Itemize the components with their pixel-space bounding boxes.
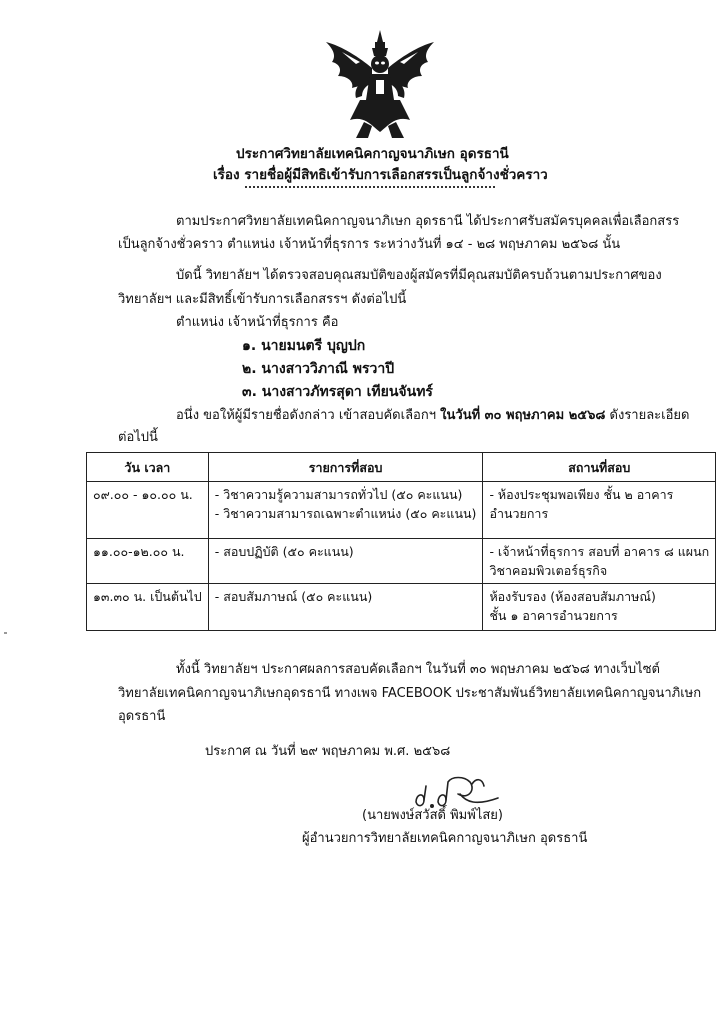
- exam-item: - สอบปฏิบัติ (๕๐ คะแนน): [214, 544, 354, 559]
- table-header-row: [87, 453, 716, 482]
- intro-line-2: เป็นลูกจ้างชั่วคราว ตำแหน่ง เจ้าหน้าที่ธุรการ ระหว่างวันที่ ๑๔ - ๒๘ พฤษภาคม ๒๕๖๘ นั้น: [118, 237, 621, 252]
- header-divider: [245, 186, 495, 188]
- time-text: ๐๙.๐๐ - ๑๐.๐๐ น.: [93, 487, 193, 502]
- body-line-2: วิทยาลัยฯ และมีสิทธิ์เข้ารับการเลือกสรรฯ ดังต่อไปนี้: [118, 292, 407, 307]
- header-exam-location: สถานที่สอบ: [483, 453, 716, 482]
- table-row: [87, 482, 716, 539]
- table-row: [87, 584, 716, 631]
- announce-date: ประกาศ ณ วันที่ ๒๙ พฤษภาคม พ.ศ. ๒๕๖๘: [205, 744, 451, 759]
- signatory-title: ผู้อำนวยการวิทยาลัยเทคนิคกาญจนาภิเษก อุดรธานี: [302, 831, 588, 846]
- scan-speck: [4, 632, 7, 634]
- candidate-2: ๒. นางสาววิภาณี พรวาปี: [242, 361, 395, 377]
- row-time: [87, 539, 209, 584]
- header-exam-items: รายการที่สอบ: [208, 453, 483, 482]
- row-time: [87, 584, 209, 631]
- time-text: ๑๓.๓๐ น. เป็นต้นไป: [93, 589, 202, 604]
- place-text: - เจ้าหน้าที่ธุรการ สอบที่ อาคาร ๘ แผนก: [489, 544, 710, 559]
- header-datetime: วัน เวลา: [87, 453, 209, 482]
- row-items: [208, 482, 483, 539]
- closing-line-1: ทั้งนี้ วิทยาลัยฯ ประกาศผลการสอบคัดเลือกฯ ในวันที่ ๓๐ พฤษภาคม ๒๕๖๘ ทางเว็บไซต์: [176, 662, 660, 677]
- exam-item: - สอบสัมภาษณ์ (๕๐ คะแนน): [214, 589, 373, 604]
- exam-item: - วิชาความสามารถเฉพาะตำแหน่ง (๕๐ คะแนน): [214, 506, 477, 521]
- place-text: - ห้องประชุมพอเพียง ชั้น ๒ อาคาร: [489, 487, 674, 502]
- row-items: [208, 584, 483, 631]
- garuda-emblem-icon: [320, 28, 440, 140]
- place-text: ชั้น ๑ อาคารอำนวยการ: [489, 608, 618, 623]
- candidate-1: ๑. นายมนตรี บุญปก: [242, 338, 366, 354]
- document-title: ประกาศวิทยาลัยเทคนิคกาญจนาภิเษก อุดรธานี: [236, 146, 509, 162]
- exam-schedule-table: [86, 452, 716, 631]
- exam-date: ในวันที่ ๓๐ พฤษภาคม ๒๕๖๘: [440, 408, 606, 423]
- candidate-3: ๓. นางสาวภัทรสุดา เทียนจันทร์: [242, 384, 433, 400]
- exam-item: - วิชาความรู้ความสามารถทั่วไป (๕๐ คะแนน): [214, 487, 463, 502]
- row-place: [483, 539, 716, 584]
- place-text: วิชาคอมพิวเตอร์ธุรกิจ: [489, 563, 608, 578]
- signatory-name: (นายพงษ์สวัสดิ์ พิมพ์ไสย): [362, 808, 503, 823]
- place-text: ห้องรับรอง (ห้องสอบสัมภาษณ์): [489, 589, 656, 604]
- table-row: [87, 539, 716, 584]
- row-place: [483, 482, 716, 539]
- time-text: ๑๑.๐๐-๑๒.๐๐ น.: [93, 544, 185, 559]
- closing-line-3: อุดรธานี: [118, 709, 166, 724]
- row-time: [87, 482, 209, 539]
- exam-notice-line-1: [176, 406, 689, 426]
- place-text: อำนวยการ: [489, 506, 549, 521]
- exam-notice-line-2: ต่อไปนี้: [118, 430, 158, 445]
- position-line: ตำแหน่ง เจ้าหน้าที่ธุรการ คือ: [176, 315, 339, 330]
- row-items: [208, 539, 483, 584]
- exam-notice-lead: อนึ่ง ขอให้ผู้มีรายชื่อดังกล่าว เข้าสอบคัดเลือกฯ: [176, 408, 441, 423]
- row-place: [483, 584, 716, 631]
- closing-line-2: วิทยาลัยเทคนิคกาญจนาภิเษกอุดรธานี ทางเพจ FACEBOOK ประชาสัมพันธ์วิทยาลัยเทคนิคกาญจนาภิเษก: [118, 686, 702, 701]
- body-line-1: บัดนี้ วิทยาลัยฯ ได้ตรวจสอบคุณสมบัติของผู้สมัครที่มีคุณสมบัติครบถ้วนตามประกาศของ: [176, 268, 662, 283]
- exam-notice-tail: ดังรายละเอียด: [605, 408, 690, 423]
- intro-line-1: ตามประกาศวิทยาลัยเทคนิคกาญจนาภิเษก อุดรธานี ได้ประกาศรับสมัครบุคคลเพื่อเลือกสรร: [176, 214, 680, 229]
- document-subject: เรื่อง รายชื่อผู้มีสิทธิเข้ารับการเลือกสรรเป็นลูกจ้างชั่วคราว: [213, 167, 548, 183]
